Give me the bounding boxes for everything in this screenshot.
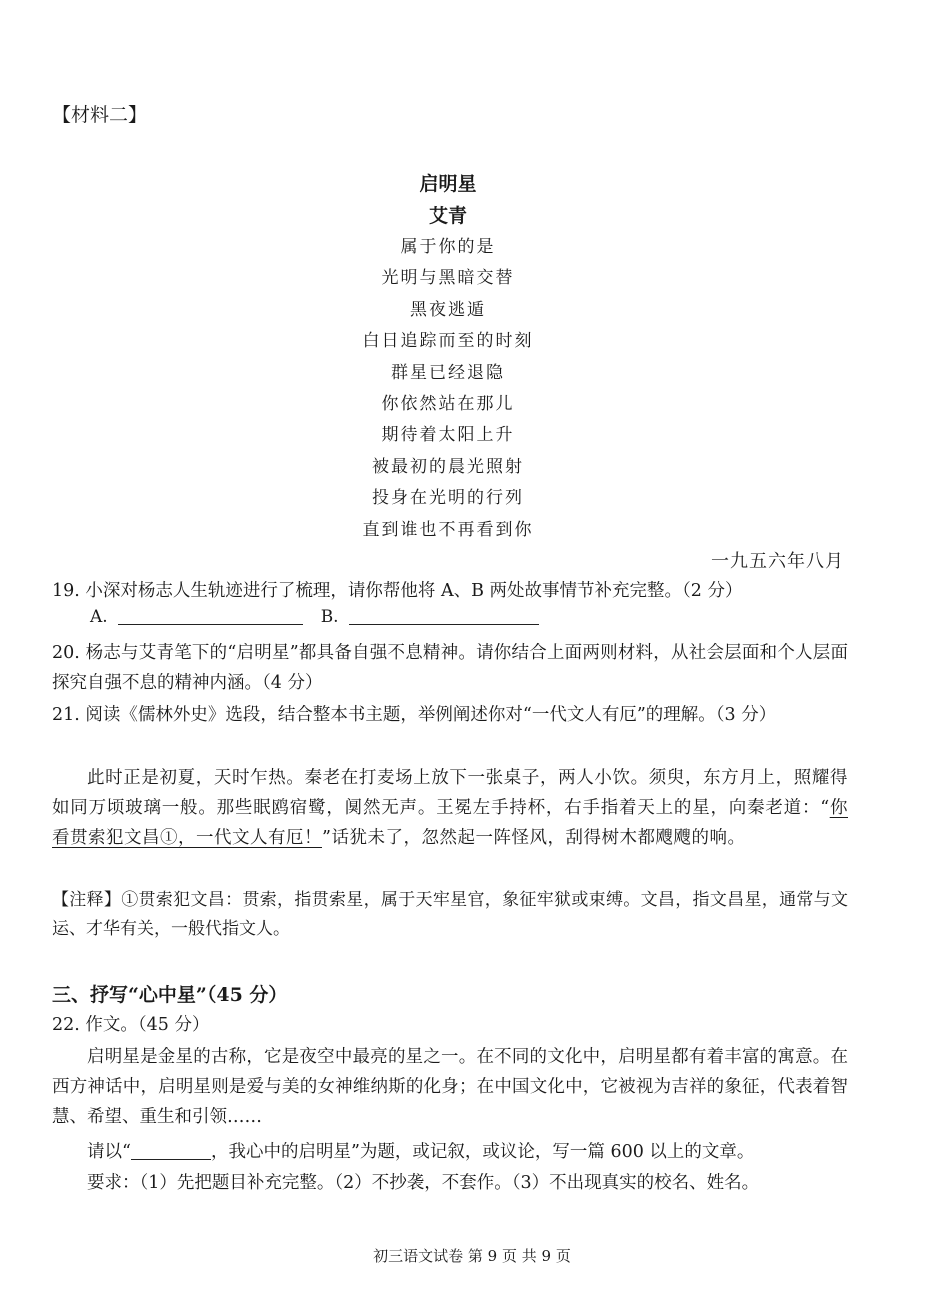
poem-line: 白日追踪而至的时刻 xyxy=(362,331,534,352)
page-footer: 初三语文试卷 第 9 页 共 9 页 xyxy=(373,1247,571,1265)
answer-b-label: B. xyxy=(320,607,339,627)
poem-line: 直到谁也不再看到你 xyxy=(362,519,534,540)
excerpt-underlined-quote: 你看贯索犯文昌①，一代文人有厄！ xyxy=(52,798,848,848)
poem-line: 你依然站在那儿 xyxy=(381,394,515,415)
prompt-text: 请以“ xyxy=(87,1142,131,1162)
essay-prompt xyxy=(52,1137,848,1167)
poem-title: 启明星 xyxy=(419,173,477,195)
question-19: 19. 小深对杨志人生轨迹进行了梳理，请你帮他将 A、B 两处故事情节补充完整。（2 分） xyxy=(52,581,743,601)
answer-a-label: A. xyxy=(90,607,108,627)
material-two-label: 【材料二】 xyxy=(52,104,148,126)
poem-line: 光明与黑暗交替 xyxy=(381,268,515,289)
essay-requirements: 要求：（1）先把题目补充完整。（2）不抄袭，不套作。（3）不出现真实的校名、姓名。 xyxy=(87,1173,760,1193)
question-22-heading: 22. 作文。（45 分） xyxy=(52,1015,210,1035)
rulin-excerpt xyxy=(52,763,848,853)
title-blank[interactable] xyxy=(131,1159,211,1160)
essay-background: 启明星是金星的古称，它是夜空中最亮的星之一。在不同的文化中，启明星都有着丰富的寓意。在西方神话中，启明星则是爱与美的女神维纳斯的化身；在中国文化中，它被视为吉祥的象征，代表着智慧、希望、重生和引领…… xyxy=(52,1047,848,1127)
poem-author: 艾青 xyxy=(428,205,467,227)
excerpt-text: ”话犹未了，忽然起一阵怪风，刮得树木都飕飕的响。 xyxy=(322,828,746,848)
question-20: 20. 杨志与艾青笔下的“启明星”都具备自强不息精神。请你结合上面两则材料，从社会层面和个人层面探究自强不息的精神内涵。（4 分） xyxy=(52,643,848,693)
poem-line: 投身在光明的行列 xyxy=(372,488,524,509)
question-19-answer-row xyxy=(90,607,557,627)
prompt-text: ，我心中的启明星”为题，或记叙，或议论，写一篇 600 以上的文章。 xyxy=(210,1142,755,1162)
poem-line: 期待着太阳上升 xyxy=(381,425,515,446)
poem-line: 属于你的是 xyxy=(400,237,496,257)
poem-line: 被最初的晨光照射 xyxy=(372,456,524,477)
poem-date: 一九五六年八月 xyxy=(711,551,844,572)
poem xyxy=(0,168,896,546)
annotation: 【注释】①贯索犯文昌：贯索，指贯索星，属于天牢星官，象征牢狱或束缚。文昌，指文昌星，通常与文运、才华有关，一般代指文人。 xyxy=(52,890,848,939)
poem-line: 群星已经退隐 xyxy=(391,362,505,383)
answer-a-blank[interactable] xyxy=(118,624,303,625)
excerpt-text: 此时正是初夏，天时乍热。秦老在打麦场上放下一张桌子，两人小饮。须臾，东方月上，照耀得如同万顷玻璃一般。那些眠鸥宿鹭，阒然无声。王冕左手持杯，右手指着天上的星，向秦老道：“ xyxy=(52,768,848,818)
part-three-title: 三、抒写“心中星”（45 分） xyxy=(52,984,288,1006)
poem-line: 黑夜逃遁 xyxy=(410,299,486,320)
question-21: 21. 阅读《儒林外史》选段，结合整本书主题，举例阐述你对“一代文人有厄”的理解。（3 分） xyxy=(52,705,777,725)
answer-b-blank[interactable] xyxy=(349,624,539,625)
